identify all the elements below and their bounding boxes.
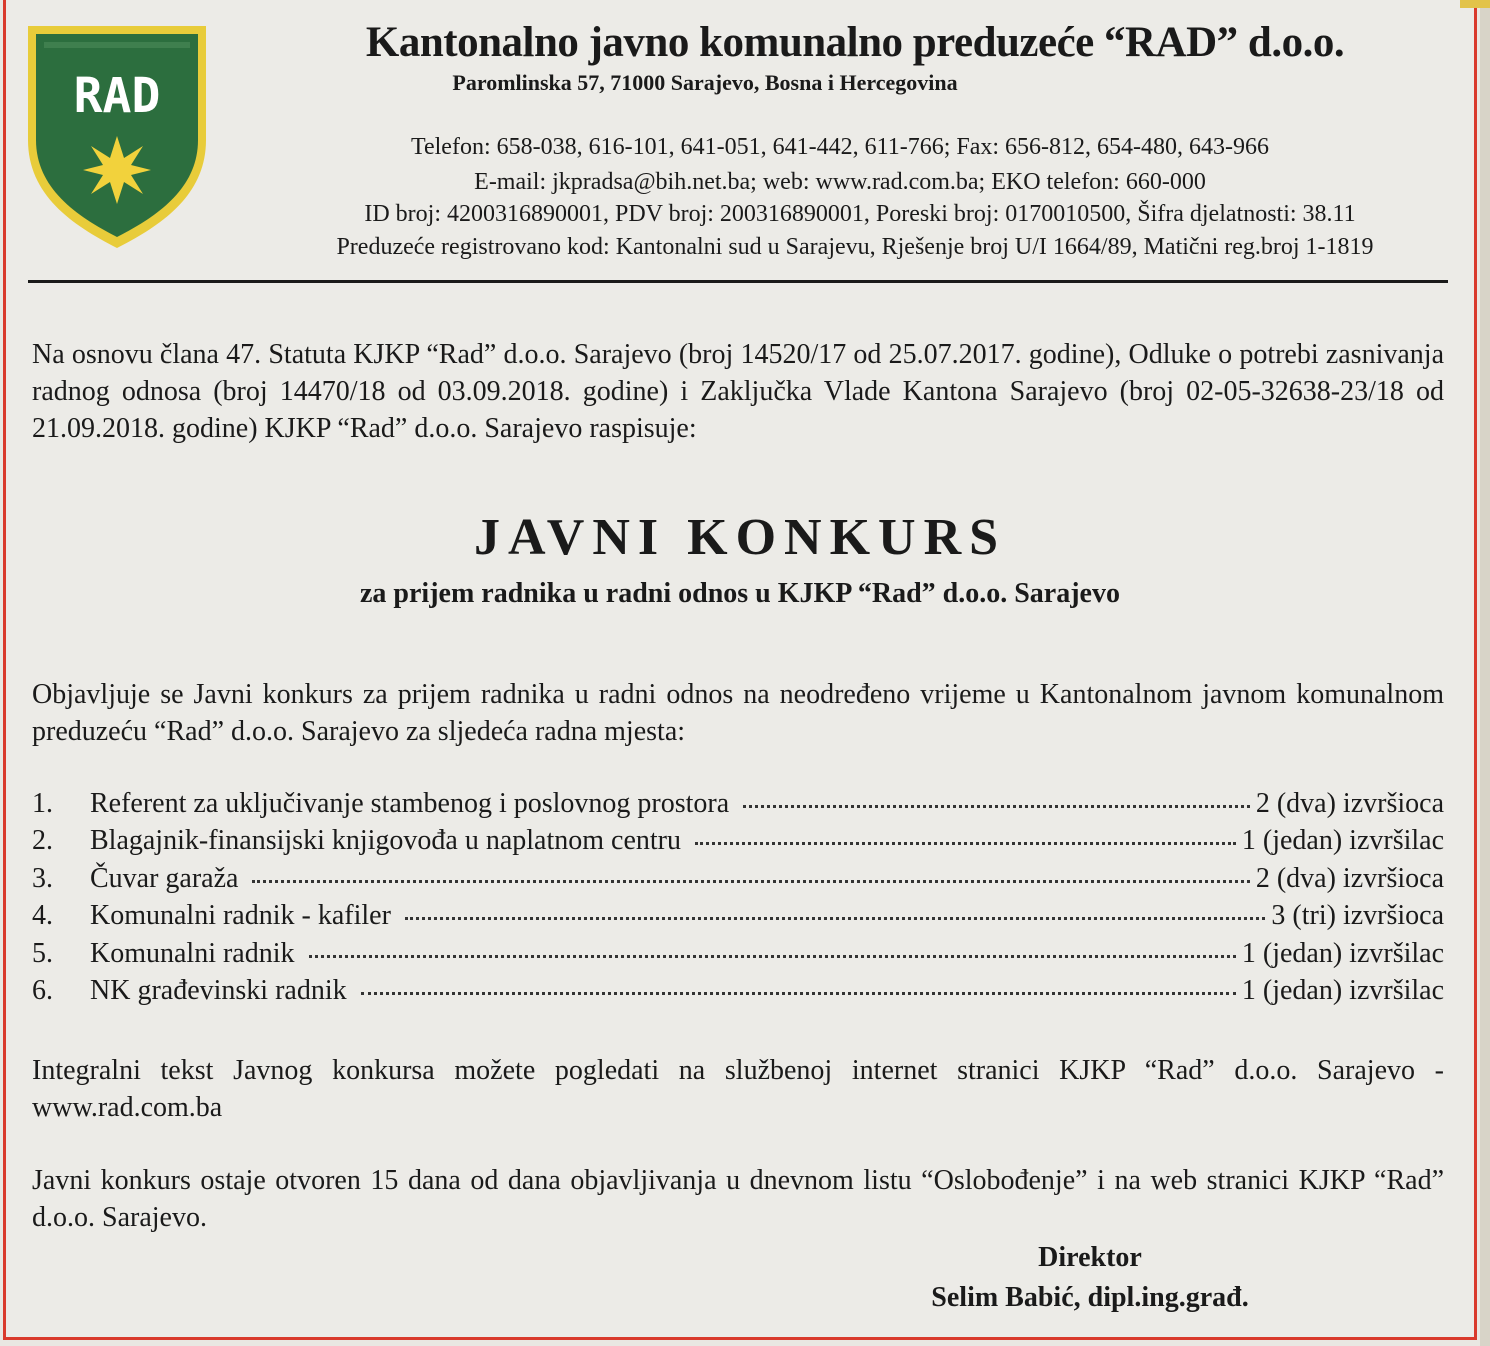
list-item (32, 788, 1444, 825)
page-edge (1480, 0, 1490, 1346)
position-number: 4. (32, 900, 53, 932)
shield-icon (22, 20, 212, 252)
dot-leader (361, 992, 1236, 995)
list-item (32, 975, 1444, 1012)
rad-logo (22, 20, 212, 252)
position-count: 3 (tri) izvršioca (1271, 900, 1444, 932)
dot-leader (695, 842, 1236, 845)
position-number: 5. (32, 937, 53, 969)
logo-text: RAD (73, 68, 161, 124)
position-count: 1 (jedan) izvršilac (1241, 825, 1444, 857)
positions-list (32, 788, 1444, 1012)
position-number: 2. (32, 825, 53, 857)
id-line: ID broj: 4200316890001, PDV broj: 200316890001, Poreski broj: 0170010500, Šifra djelatnosti: 38.11 (364, 201, 1356, 227)
header-divider (28, 280, 1448, 283)
list-item (32, 825, 1444, 862)
email-line: E-mail: jkpradsa@bih.net.ba; web: www.rad.com.ba; EKO telefon: 660-000 (474, 169, 1206, 195)
position-name: NK građevinski radnik (90, 974, 347, 1006)
signature-role: Direktor (1038, 1242, 1142, 1273)
document-title: JAVNI KONKURS (473, 509, 1007, 566)
position-name: Komunalni radnik - kafiler (90, 900, 391, 932)
dot-leader (309, 955, 1236, 958)
integral-text-paragraph: Integralni tekst Javnog konkursa možete pogledati na službenoj internet stranici KJKP “Rad” d.o.o. Sarajevo - www.rad.com.ba (32, 1055, 1444, 1123)
list-item (32, 900, 1444, 937)
position-count: 2 (dva) izvršioca (1255, 788, 1444, 819)
company-address: Paromlinska 57, 71000 Sarajevo, Bosna i Hercegovina (452, 70, 958, 95)
open-period-paragraph: Javni konkurs ostaje otvoren 15 dana od dana objavljivanja u dnevnom listu “Oslobođenje” i na web stranici KJKP “Rad” d.o.o. Sarajevo. (32, 1165, 1444, 1233)
dot-leader (743, 805, 1250, 808)
document-subtitle: za prijem radnika u radni odnos u KJKP “Rad” d.o.o. Sarajevo (360, 578, 1120, 609)
dot-leader (252, 880, 1249, 883)
phone-line: Telefon: 658-038, 616-101, 641-051, 641-442, 611-766; Fax: 656-812, 654-480, 643-966 (411, 134, 1269, 160)
position-count: 1 (jedan) izvršilac (1241, 937, 1444, 969)
page-edge-accent (1460, 0, 1490, 8)
list-item (32, 938, 1444, 975)
company-name: Kantonalno javno komunalno preduzeće “RAD” d.o.o. (365, 19, 1345, 66)
position-count: 2 (dva) izvršioca (1255, 862, 1444, 894)
announce-paragraph: Objavljuje se Javni konkurs za prijem radnika u radni odnos na neodređeno vrijeme u Kantonalnom javnom komunalnom preduzeću “Rad” d.o.o. Sarajevo za sljedeća radna mjesta: (32, 679, 1444, 747)
position-number: 3. (32, 862, 53, 894)
position-number: 6. (32, 974, 53, 1006)
signature-name: Selim Babić, dipl.ing.građ. (931, 1282, 1249, 1313)
position-count: 1 (jedan) izvršilac (1241, 974, 1444, 1006)
position-name: Komunalni radnik (90, 937, 295, 969)
position-number: 1. (32, 788, 53, 819)
position-name: Referent za uključivanje stambenog i poslovnog prostora (90, 788, 730, 819)
dot-leader (405, 917, 1266, 920)
intro-paragraph: Na osnovu člana 47. Statuta KJKP “Rad” d.o.o. Sarajevo (broj 14520/17 od 25.07.2017. godine), Odluke o potrebi zasnivanja radnog odnosa (broj 14470/18 od 03.09.2018. godine) i Zaključka Vlade Kantona Sarajevo (broj 02-05-32638-23/18 od 21.09.2018. godine) KJKP “Rad” d.o.o. Sarajevo raspisuje: (32, 339, 1444, 444)
position-name: Blagajnik-finansijski knjigovođa u naplatnom centru (90, 825, 681, 857)
position-name: Čuvar garaža (90, 862, 239, 894)
registration-line: Preduzeće registrovano kod: Kantonalni sud u Sarajevu, Rješenje broj U/I 1664/89, Matični reg.broj 1-1819 (336, 234, 1374, 260)
list-item (32, 863, 1444, 900)
